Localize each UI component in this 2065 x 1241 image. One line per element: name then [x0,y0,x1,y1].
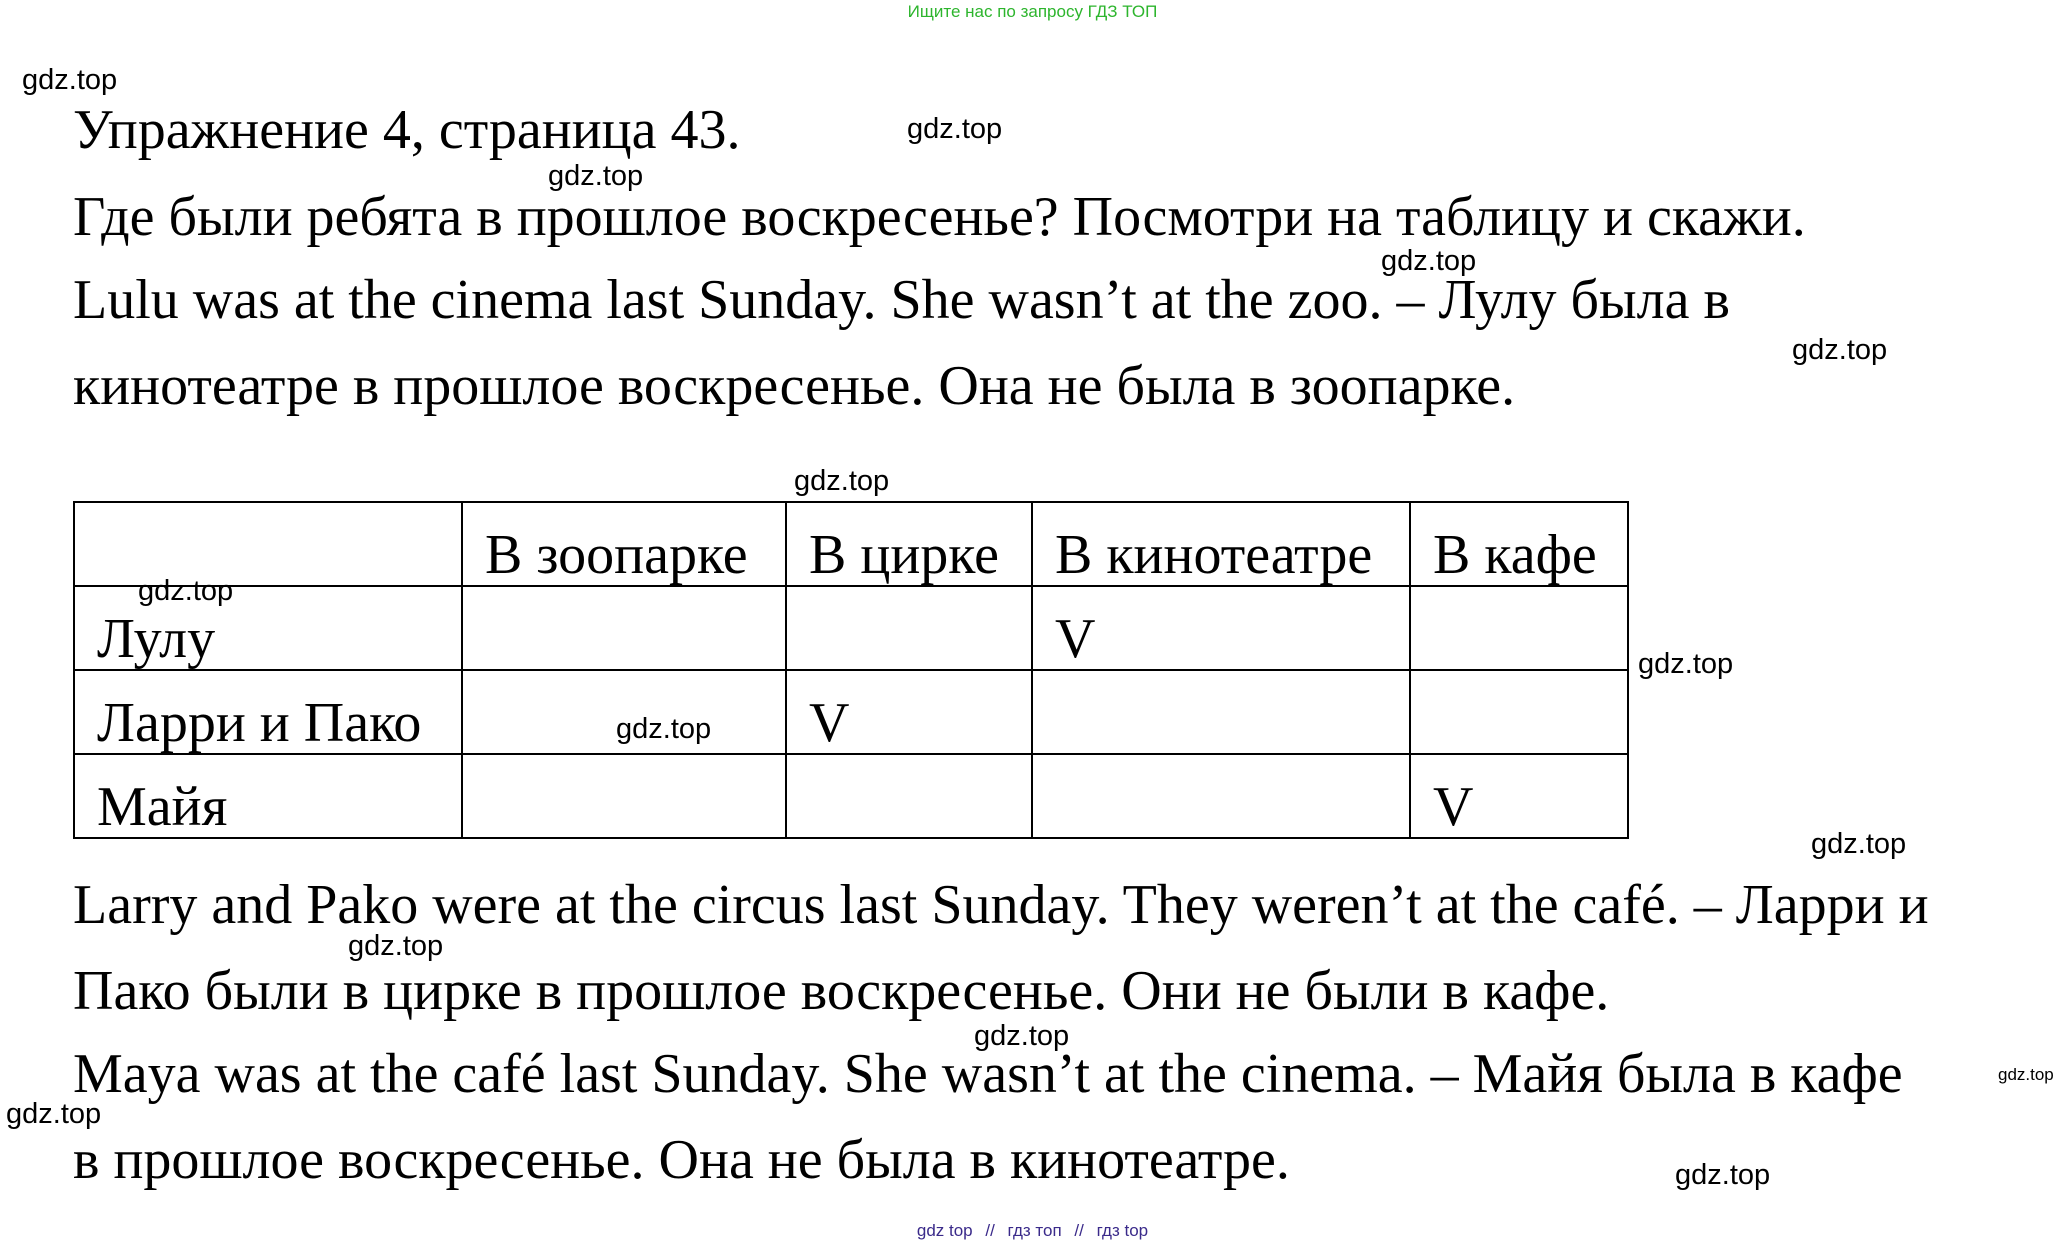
table-cell [1410,586,1628,670]
answer-table [73,501,1629,839]
table-cell [1410,670,1628,754]
watermark: gdz.top [794,465,890,497]
task-text: Где были ребята в прошлое воскресенье? Посмотри на таблицу и скажи. [73,186,1806,248]
footer-link[interactable]: гдз топ [1007,1221,1062,1240]
header-cell: В кинотеатре [1032,502,1410,586]
answer-1-line-2: Пако были в цирке в прошлое воскресенье. Они не были в кафе. [73,960,1610,1022]
watermark: gdz.top [1792,334,1888,366]
table-cell [462,670,786,754]
footer-link[interactable]: гдз top [1096,1221,1149,1240]
watermark: gdz.top [1675,1159,1771,1191]
footer-link[interactable]: gdz top [916,1221,973,1240]
table-cell [1032,670,1410,754]
watermark: gdz.top [548,160,644,192]
table-cell: V [786,670,1032,754]
header-cell [74,502,462,586]
footer-separator: // [1074,1221,1084,1240]
top-banner: Ищите нас по запросу ГДЗ ТОП [907,2,1158,21]
watermark: gdz.top [616,713,712,745]
table-cell: V [1410,754,1628,838]
table-cell [1032,754,1410,838]
answer-2-line-1: Maya was at the café last Sunday. She wasn’t at the cinema. – Майя была в кафе [73,1043,1903,1105]
answer-1-line-1: Larry and Pako were at the circus last Sunday. They weren’t at the café. – Ларри и [73,874,1929,936]
exercise-title: Упражнение 4, страница 43. [73,99,741,161]
example-line-2: кинотеатре в прошлое воскресенье. Она не была в зоопарке. [73,355,1516,417]
header-cell: В кафе [1410,502,1628,586]
watermark: gdz.top [974,1020,1070,1052]
row-label: Майя [74,754,462,838]
table-cell [786,754,1032,838]
row-label: Лулу [74,586,462,670]
header-cell: В зоопарке [462,502,786,586]
table-cell [462,586,786,670]
footer-links [0,1221,2065,1241]
watermark: gdz.top [1638,648,1734,680]
watermark: gdz.top [907,113,1003,145]
table-row [74,754,1628,838]
table-cell: V [1032,586,1410,670]
footer-separator: // [985,1221,995,1240]
watermark: gdz.top [1811,828,1907,860]
watermark: gdz.top [1381,245,1477,277]
row-label: Ларри и Пако [74,670,462,754]
watermark: gdz.top [348,930,444,962]
answer-2-line-2: в прошлое воскресенье. Она не была в кинотеатре. [73,1129,1290,1191]
table-row [74,670,1628,754]
header-cell: В цирке [786,502,1032,586]
example-line-1: Lulu was at the cinema last Sunday. She wasn’t at the zoo. – Лулу была в [73,269,1730,331]
watermark: gdz.top [1998,1065,2054,1084]
table-header-row [74,502,1628,586]
watermark: gdz.top [138,575,234,607]
watermark: gdz.top [6,1098,102,1130]
table-cell [786,586,1032,670]
watermark: gdz.top [22,64,118,96]
table-cell [462,754,786,838]
table-row [74,586,1628,670]
